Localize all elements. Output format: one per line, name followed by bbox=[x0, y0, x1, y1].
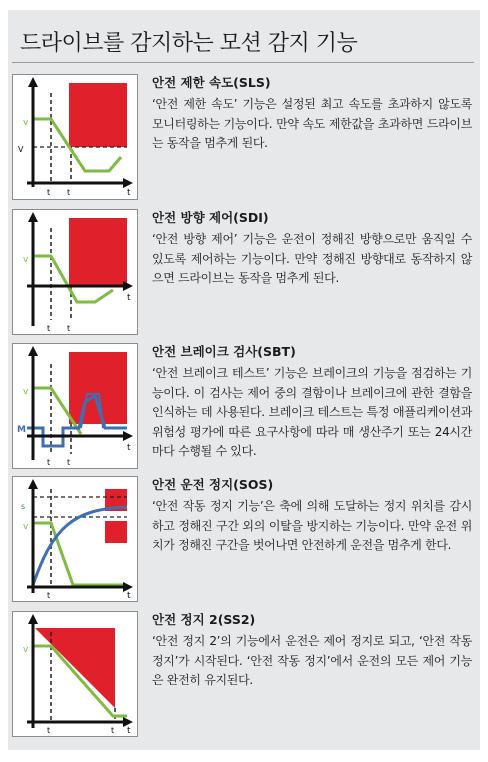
sls-vlim-label: V bbox=[18, 145, 24, 154]
sdi-t1-label: t bbox=[47, 324, 51, 333]
sdi-x-arrow bbox=[123, 281, 133, 291]
sls-heading: 안전 제한 속도(SLS) bbox=[152, 75, 271, 90]
sdi-danger-zone bbox=[69, 218, 127, 286]
sbt-description: ‘안전 브레이크 테스트’ 기능은 브레이크의 기능을 점검하는 기능이다. 이 검사는 제어 중의 결함이나 브레이크에 관한 결함을 인식하는 데 사용된다. 브레이크 테스트는 특정 애플리케이션과 위험성 평가에 따른 요구사항에 따라 매 생산주기 또는 24시간마다 수행될 수 있다. bbox=[152, 366, 472, 458]
ss2-t-axis-label: t bbox=[127, 726, 131, 736]
ss2-heading: 안전 정지 2(SS2) bbox=[152, 612, 256, 627]
sdi-description: ‘안전 방향 제어’ 기능은 운전이 정해진 방향으로만 움직일 수 있도록 제어하는 기능이다. 만약 정해진 방향대로 동작하지 않으면 드라이브는 동작을 멈추게 된다. bbox=[152, 232, 472, 285]
sls-x-arrow bbox=[123, 178, 133, 188]
sbt-m-label: M bbox=[17, 425, 26, 435]
sbt-t-axis-label: t bbox=[127, 443, 131, 453]
ss2-y-arrow bbox=[28, 614, 38, 624]
sbt-t2-label: t bbox=[67, 458, 71, 467]
ss2-t2-label: t bbox=[111, 726, 115, 735]
sls-danger-zone bbox=[69, 83, 127, 147]
sbt-t1-label: t bbox=[47, 458, 51, 467]
sls-t-axis-label: t bbox=[127, 188, 131, 198]
sls-t2-label: t bbox=[67, 188, 71, 197]
sdi-y-arrow bbox=[28, 212, 38, 222]
title-divider bbox=[12, 62, 474, 63]
sdi-t-axis-label: t bbox=[127, 293, 131, 303]
ss2-v-label: v bbox=[23, 645, 29, 655]
sos-v-label: v bbox=[23, 522, 29, 532]
sos-t-axis-label: t bbox=[127, 591, 131, 601]
sls-description: ‘안전 제한 속도’ 기능은 설정된 최고 속도를 초과하지 않도록 모니터링하는 기능이다. 만약 속도 제한값을 초과하면 드라이브는 동작을 멈추게 된다. bbox=[152, 97, 472, 150]
sos-description: ‘안전 작동 정지 기능’은 축에 의해 도달하는 정지 위치를 감시하고 정해진 구간 외의 이탈을 방지하는 기능이다. 만약 운전 위치가 정해진 구간을 벗어나면 안전하게 운전을 멈추게 한다. bbox=[152, 499, 472, 552]
sbt-heading: 안전 브레이크 검사(SBT) bbox=[152, 344, 296, 359]
sos-s-label: s bbox=[21, 502, 26, 511]
sos-lower-danger-zone bbox=[105, 521, 127, 543]
sls-diagram bbox=[12, 74, 138, 200]
page-title: 드라이브를 감지하는 모션 감지 기능 bbox=[20, 31, 358, 56]
sos-diagram bbox=[12, 476, 138, 602]
sbt-v-label: v bbox=[23, 387, 29, 397]
sdi-diagram bbox=[12, 209, 138, 335]
sls-y-arrow bbox=[28, 77, 38, 87]
ss2-description: ‘안전 정지 2’의 기능에서 운전은 제어 정지로 되고, ‘안전 작동 정지’가 시작된다. ‘안전 작동 정지’에서 운전의 모든 제어 기능은 완전히 유지된다. bbox=[152, 634, 472, 687]
sbt-y-arrow bbox=[28, 346, 38, 356]
sos-y-arrow bbox=[28, 479, 38, 489]
sdi-v-label: v bbox=[23, 255, 29, 265]
sos-t1-label: t bbox=[47, 591, 51, 600]
sos-heading: 안전 운전 정지(SOS) bbox=[152, 477, 274, 492]
sls-v-label: v bbox=[23, 118, 29, 128]
sos-position-curve bbox=[33, 507, 127, 585]
sls-t1-label: t bbox=[47, 188, 51, 197]
sbt-x-arrow bbox=[123, 431, 133, 441]
ss2-danger-zone bbox=[35, 628, 115, 708]
ss2-t1-label: t bbox=[47, 726, 51, 735]
sbt-danger-zone bbox=[69, 352, 127, 424]
sdi-heading: 안전 방향 제어(SDI) bbox=[152, 210, 269, 225]
sbt-diagram bbox=[12, 343, 138, 469]
ss2-diagram bbox=[12, 611, 138, 737]
sdi-t2-label: t bbox=[67, 324, 71, 333]
